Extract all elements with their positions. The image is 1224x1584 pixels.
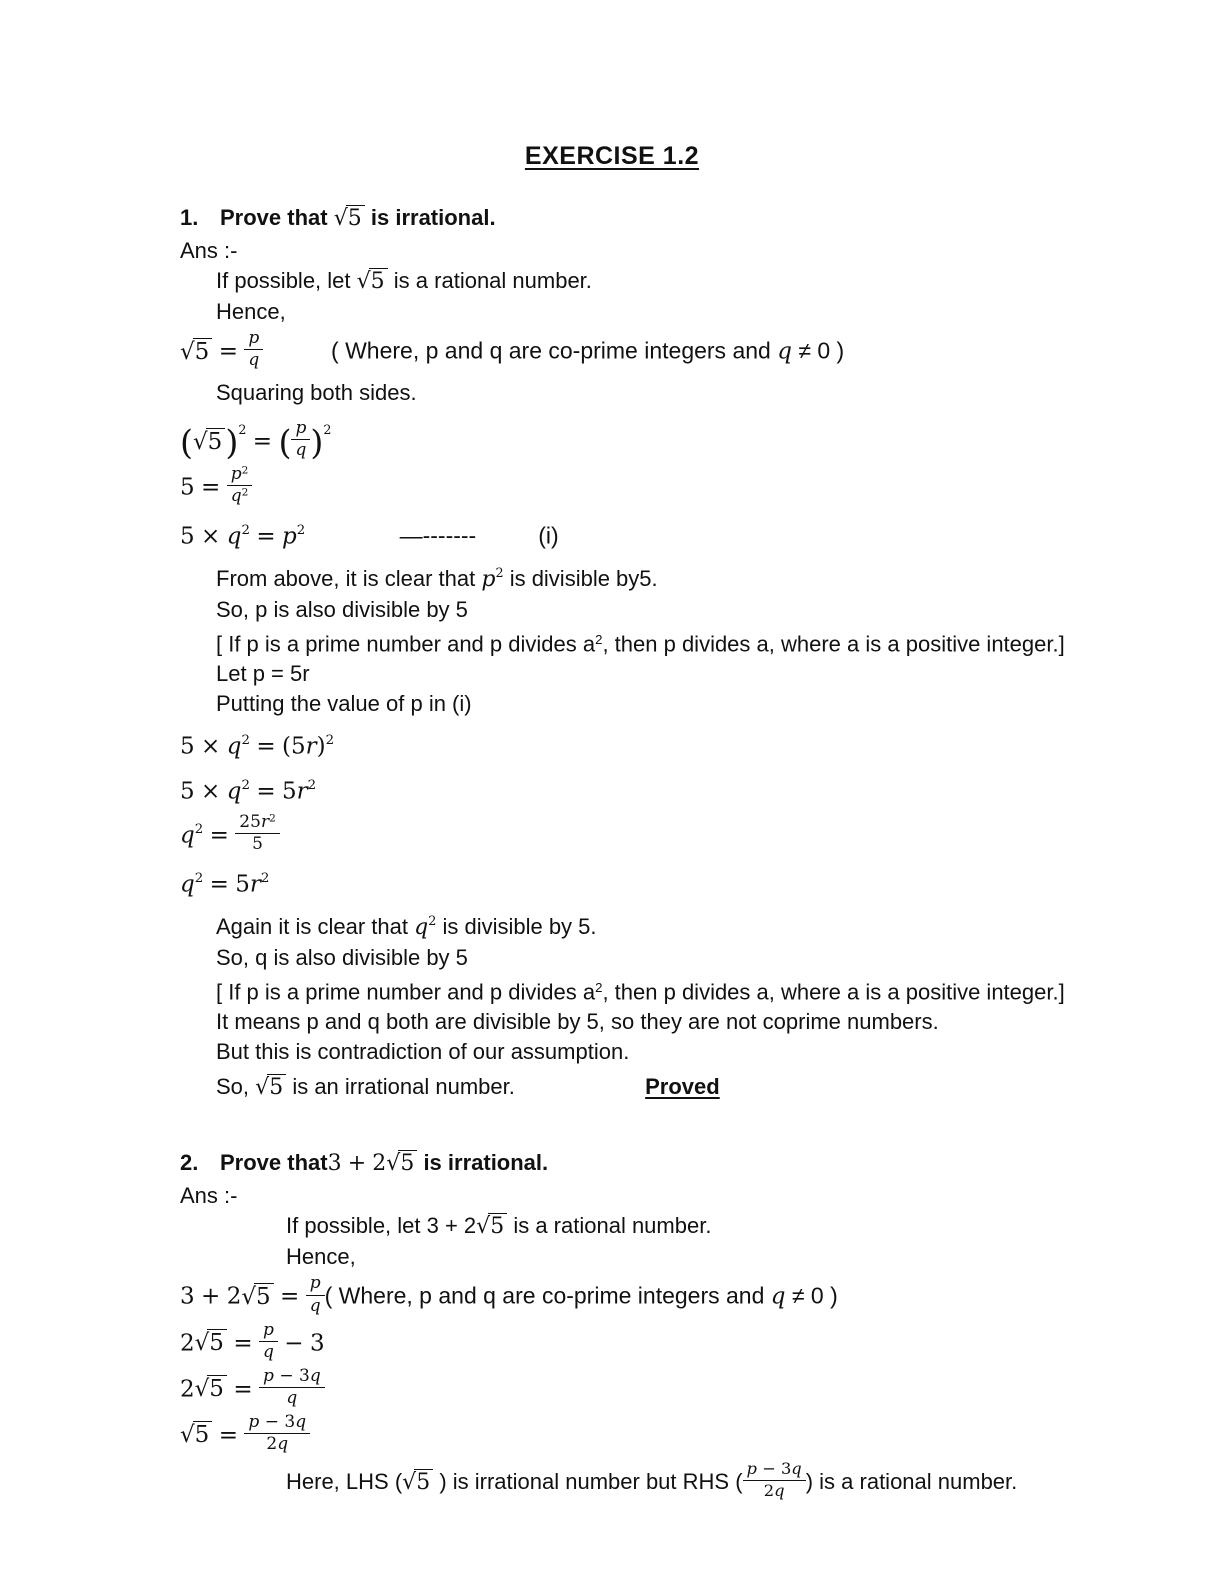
q2-number: 2. <box>180 1150 199 1176</box>
exponent-2: 2 <box>323 422 332 438</box>
number-25: 25 <box>239 812 261 833</box>
number-3: 3 <box>180 1284 195 1311</box>
equals-sign: = <box>233 1330 253 1357</box>
text: is an irrational number. <box>292 1074 515 1100</box>
q2-conclusion <box>286 1459 1074 1503</box>
radical-sign: √ <box>476 1214 491 1240</box>
sqrt-5 <box>334 202 365 236</box>
radical-sign: √ <box>193 428 208 455</box>
number-2: 2 <box>372 1151 387 1177</box>
q-variable: q <box>414 915 429 941</box>
numerator: p <box>306 1274 325 1295</box>
text: is divisible by5. <box>509 565 658 591</box>
numerator <box>259 1367 325 1388</box>
q1-so-p-divisible: So, p is also divisible by 5 <box>216 596 468 622</box>
q1-eq-sqrt5-equals-p-over-q <box>180 328 1074 373</box>
number-5: 5 <box>281 778 297 805</box>
minus-sign: − <box>264 1411 279 1432</box>
q1-eq-q2-equals-5r2 <box>180 862 1074 902</box>
p-variable: p <box>746 1459 757 1479</box>
q2-eq-sqrt5-equals-p-minus-3q-over-2q <box>180 1411 1074 1457</box>
exponent-2: 2 <box>269 813 276 826</box>
left-paren: ( <box>281 733 291 760</box>
times-sign: × <box>201 523 221 550</box>
exponent-2: 2 <box>307 777 317 793</box>
question-2-heading <box>180 1146 1074 1181</box>
q2-hence: Hence, <box>286 1244 356 1270</box>
number-3: 3 <box>327 1151 342 1177</box>
radicand: 5 <box>206 428 226 454</box>
number-3: 3 <box>309 1330 325 1357</box>
fraction-p2-over-q2 <box>227 465 253 506</box>
radicand: 5 <box>193 338 213 364</box>
r-variable: r <box>305 733 317 760</box>
q-variable: q <box>309 1365 321 1386</box>
q1-prime-bracket-note-2 <box>216 973 1074 1007</box>
q1-answer-label: Ans :- <box>180 238 238 263</box>
equals-sign: = <box>256 523 276 550</box>
sqrt-5 <box>195 1326 227 1360</box>
q-variable: q <box>774 1480 785 1500</box>
radicand: 5 <box>267 1074 286 1099</box>
p-variable: p <box>248 1411 260 1432</box>
right-paren: ) <box>225 422 239 462</box>
equals-sign: = <box>209 823 229 849</box>
q1-from-above <box>216 559 1074 595</box>
page-title <box>180 142 1044 171</box>
coprime-note-end: ≠ 0 ) <box>791 1283 838 1310</box>
sqrt-5 <box>402 1463 433 1503</box>
q-variable: q <box>180 872 195 899</box>
r-variable: r <box>296 778 308 805</box>
q2-answer-label: Ans :- <box>180 1183 238 1209</box>
page-title-text: EXERCISE 1.2 <box>524 142 700 170</box>
equation-label-i: (i) <box>538 522 559 549</box>
text: ) is irrational number but RHS ( <box>439 1468 743 1494</box>
coprime-note-end: ≠ 0 ) <box>798 337 845 364</box>
number-5: 5 <box>290 733 306 760</box>
radicand: 5 <box>207 1329 227 1355</box>
radical-sign: √ <box>194 1330 210 1357</box>
q-variable: q <box>277 1433 289 1454</box>
times-sign: × <box>201 733 221 760</box>
radical-sign: √ <box>180 338 195 365</box>
q2-eq-2sqrt5-equals-p-minus-3q-over-q <box>180 1365 1074 1411</box>
fraction-p-over-q <box>291 419 310 460</box>
question-1-heading <box>180 201 1074 236</box>
equals-sign: = <box>201 474 221 501</box>
q1-prompt-pre: Prove that <box>220 205 328 230</box>
proved-label: Proved <box>645 1074 720 1100</box>
radical-sign: √ <box>402 1469 417 1495</box>
equals-sign: = <box>218 1422 238 1449</box>
exponent-2: 2 <box>428 914 437 930</box>
equals-sign: = <box>256 733 276 760</box>
exponent-2: 2 <box>194 871 204 887</box>
denominator: 5 <box>252 834 263 855</box>
q2-prompt-pre: Prove that <box>220 1150 328 1176</box>
q-variable: q <box>180 823 195 849</box>
p-variable: p <box>281 523 297 550</box>
radicand: 5 <box>488 1213 507 1238</box>
q2-eq-2sqrt5-equals-p-over-q-minus-3 <box>180 1319 1074 1365</box>
numerator: p <box>244 329 263 350</box>
numerator <box>227 465 253 486</box>
coprime-note: ( Where, p and q are co-prime integers and <box>331 337 771 364</box>
exponent-2: 2 <box>241 733 250 749</box>
sqrt-5 <box>193 425 225 459</box>
exponent-2: 2 <box>495 565 504 581</box>
exponent-2: 2 <box>238 422 247 438</box>
radicand: 5 <box>346 205 365 230</box>
denominator: q <box>248 350 260 371</box>
dashed-rule: —------- <box>399 522 477 549</box>
radical-sign: √ <box>386 1151 401 1177</box>
number-5: 5 <box>180 733 195 760</box>
radical-sign: √ <box>255 1075 270 1101</box>
q-variable: q <box>230 486 242 507</box>
text: , then p divides a, where a is a positive integer.] <box>602 631 1065 657</box>
text: [ If p is a prime number and p divides a <box>216 979 596 1005</box>
text: is divisible by 5. <box>442 914 597 940</box>
q1-let-p-5r: Let p = 5r <box>216 661 310 687</box>
r-variable: r <box>249 872 261 899</box>
q2-prompt-post: is irrational. <box>423 1150 549 1176</box>
text: Here, LHS ( <box>286 1468 403 1494</box>
equals-sign: = <box>280 1284 300 1311</box>
q1-but-this: But this is contradiction of our assumption. <box>216 1039 630 1065</box>
exponent-2: 2 <box>595 980 603 996</box>
q1-eq-q2-equals-25r2-over-5 <box>180 813 1074 857</box>
number-5: 5 <box>235 872 250 899</box>
number-3: 3 <box>780 1459 792 1479</box>
q-variable: q <box>791 1459 802 1479</box>
numerator: p <box>259 1321 278 1342</box>
q1-conclusion <box>216 1069 1074 1106</box>
equals-sign: = <box>209 872 229 899</box>
sqrt-5 <box>241 1280 273 1314</box>
times-sign: × <box>201 778 221 805</box>
q1-prime-bracket-note <box>216 625 1074 659</box>
q1-number: 1. <box>180 205 199 230</box>
q1-prompt-post: is irrational. <box>370 205 496 230</box>
exponent-2: 2 <box>241 777 250 793</box>
exponent-2: 2 <box>260 871 270 887</box>
number-2: 2 <box>180 1330 195 1357</box>
numerator: p <box>291 419 310 440</box>
fraction-p-minus-3q-over-2q <box>743 1460 806 1499</box>
radicand: 5 <box>414 1469 433 1494</box>
radical-sign: √ <box>180 1422 195 1449</box>
coprime-note: ( Where, p and q are co-prime integers and <box>324 1283 765 1310</box>
number-2: 2 <box>266 1433 278 1454</box>
p-variable: p <box>481 566 496 592</box>
sqrt-5 <box>357 267 388 297</box>
number-5: 5 <box>180 523 195 550</box>
text: is a rational number. <box>513 1213 712 1239</box>
q1-hence: Hence, <box>216 299 286 324</box>
number-2: 2 <box>180 1376 195 1403</box>
radical-sign: √ <box>356 269 371 294</box>
text: If possible, let <box>216 268 351 293</box>
fraction-p-minus-3q-over-2q <box>244 1413 310 1454</box>
q2-if-possible <box>286 1211 1074 1242</box>
q-variable: q <box>226 778 242 805</box>
denominator <box>244 1434 310 1454</box>
sqrt-5 <box>476 1212 507 1242</box>
q1-putting-value: Putting the value of p in (i) <box>216 691 472 717</box>
left-paren: ( <box>180 422 194 462</box>
denominator: q <box>295 440 307 461</box>
q1-squaring: Squaring both sides. <box>216 380 417 406</box>
minus-sign: − <box>762 1459 776 1479</box>
fraction-25r2-over-5 <box>235 813 280 854</box>
radical-sign: √ <box>333 206 348 231</box>
number-5: 5 <box>180 474 195 501</box>
q2-eq-3-plus-2sqrt5 <box>180 1273 1074 1318</box>
sqrt-5 <box>195 1372 227 1406</box>
radicand: 5 <box>369 268 388 293</box>
denominator <box>743 1481 806 1500</box>
radical-sign: √ <box>194 1376 210 1403</box>
denominator: q <box>309 1295 321 1316</box>
text: From above, it is clear that <box>216 565 476 591</box>
number-2: 2 <box>763 1480 775 1500</box>
exponent-2: 2 <box>194 822 204 838</box>
number-3: 3 <box>299 1365 310 1386</box>
text: If possible, let 3 + 2 <box>286 1213 477 1239</box>
denominator: q <box>263 1341 274 1362</box>
text: is a rational number. <box>393 268 592 293</box>
q1-again-clear <box>216 907 1074 943</box>
sqrt-5 <box>386 1147 417 1181</box>
left-paren: ( <box>278 422 292 462</box>
p-variable: p <box>263 1365 274 1386</box>
exponent-2: 2 <box>241 464 249 477</box>
q1-eq-5-equals-p2-over-q2 <box>180 464 1074 509</box>
p-variable: p <box>230 464 242 485</box>
text: , then p divides a, where a is a positive integer.] <box>602 979 1065 1005</box>
sqrt-5 <box>180 1418 212 1452</box>
q-variable: q <box>226 523 242 550</box>
equals-sign: = <box>233 1376 253 1403</box>
r-variable: r <box>260 812 270 833</box>
q-variable: q <box>226 733 242 760</box>
radicand: 5 <box>193 1421 213 1447</box>
minus-sign: − <box>284 1330 304 1357</box>
text: Again it is clear that <box>216 914 408 940</box>
exponent-2: 2 <box>296 523 306 539</box>
numerator <box>235 813 280 834</box>
radicand: 5 <box>398 1150 417 1175</box>
plus-sign: + <box>347 1151 367 1177</box>
q-variable: q <box>770 1284 786 1311</box>
equals-sign: = <box>218 338 238 365</box>
q1-so-q-divisible: So, q is also divisible by 5 <box>216 945 468 971</box>
radical-sign: √ <box>241 1284 256 1311</box>
radicand: 5 <box>207 1375 227 1401</box>
exponent-2: 2 <box>241 486 249 499</box>
q1-it-means: It means p and q both are divisible by 5, so they are not coprime numbers. <box>216 1009 939 1035</box>
denominator <box>227 486 253 506</box>
number-2: 2 <box>226 1284 242 1311</box>
right-paren: ) <box>316 733 326 760</box>
q1-if-possible <box>216 266 1074 297</box>
fraction-p-over-q <box>244 329 263 370</box>
numerator <box>244 1413 310 1434</box>
denominator: q <box>286 1387 298 1408</box>
equals-sign: = <box>256 778 276 805</box>
q1-eq-5q2-equals-p2 <box>180 514 1074 554</box>
right-paren: ) <box>310 422 324 462</box>
number-3: 3 <box>284 1411 296 1432</box>
text: [ If p is a prime number and p divides a <box>216 631 596 657</box>
fraction-p-minus-3q-over-q <box>259 1367 325 1408</box>
radicand: 5 <box>254 1283 274 1309</box>
minus-sign: − <box>279 1365 294 1386</box>
number-5: 5 <box>180 778 195 805</box>
fraction-p-over-q <box>259 1321 278 1362</box>
sqrt-5 <box>180 335 212 369</box>
numerator <box>743 1460 806 1480</box>
sqrt-5 <box>255 1070 286 1106</box>
plus-sign: + <box>201 1284 221 1311</box>
exponent-2: 2 <box>595 631 603 647</box>
q1-eq-squared-both-sides <box>180 413 1074 463</box>
exponent-2: 2 <box>241 523 250 539</box>
q-variable: q <box>777 338 792 365</box>
q1-eq-5q2-equals-5r2 <box>180 769 1074 809</box>
text: ) is a rational number. <box>805 1468 1018 1494</box>
q1-eq-5q2-equals-5r-squared-paren <box>180 724 1074 764</box>
fraction-p-over-q <box>306 1274 325 1315</box>
exponent-2: 2 <box>325 733 335 749</box>
q-variable: q <box>295 1411 307 1432</box>
text: So, <box>216 1074 250 1100</box>
equals-sign: = <box>252 428 273 455</box>
